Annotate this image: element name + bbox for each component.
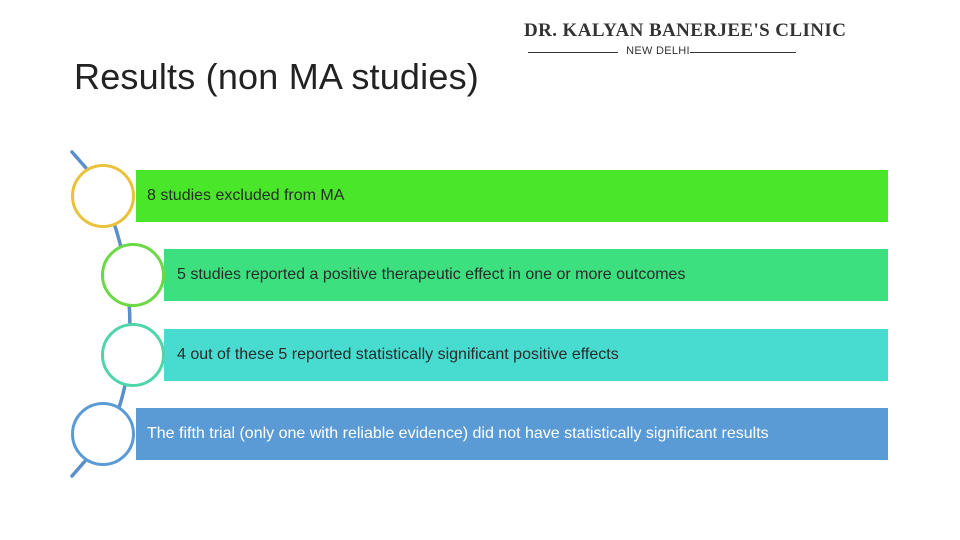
step-bar-3 (164, 329, 888, 381)
step-bar-2 (164, 249, 888, 301)
step-circle-3 (101, 323, 165, 387)
step-circle-2 (101, 243, 165, 307)
logo-main-text: DR. KALYAN BANERJEE'S CLINIC (524, 20, 847, 41)
step-bar-4 (136, 408, 888, 460)
step-text-2: 5 studies reported a positive therapeutic effect in one or more outcomes (177, 266, 686, 283)
slide-title: Results (non MA studies) (74, 56, 479, 97)
step-text-3: 4 out of these 5 reported statistically significant positive effects (177, 346, 619, 363)
step-bar-1 (136, 170, 888, 222)
logo-sub-text: NEW DELHI (626, 45, 690, 57)
step-text-1: 8 studies excluded from MA (147, 187, 345, 204)
step-circle-1 (71, 164, 135, 228)
step-text-4: The fifth trial (only one with reliable evidence) did not have statistically significant results (147, 425, 769, 442)
step-circle-4 (71, 402, 135, 466)
